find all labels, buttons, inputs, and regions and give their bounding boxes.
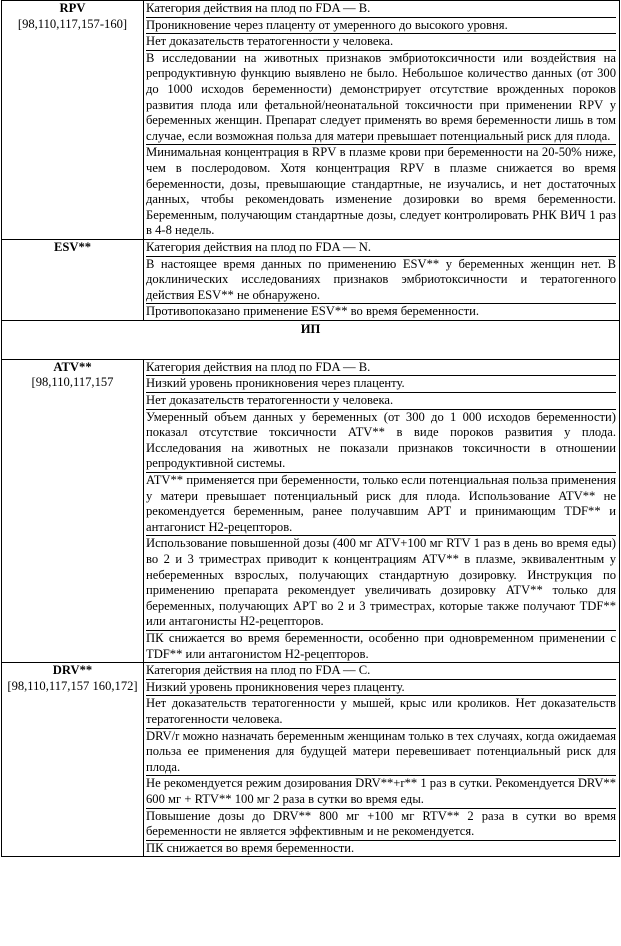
drug-name: ESV** [53, 239, 92, 254]
drug-cell [2, 663, 144, 857]
description-cell [144, 239, 620, 320]
drug-pregnancy-table [1, 0, 620, 857]
paragraph: Проникновение через плаценту от умеренного до высокого уровня. [146, 17, 616, 34]
paragraph: Категория действия на плод по FDA — N. [146, 239, 371, 254]
paragraph: ATV** применяется при беременности, только если потенциальная польза применения у матери превышает потенциальный риск для плода. Использование ATV** не рекомендуется беременным, ранее получавшим АРТ и принимающим TDF** и антагонист Н2-рецепторов. [146, 473, 616, 534]
paragraph: Минимальная концентрация в RPV в плазме крови при беременности на 20-50% ниже, чем в послеродовом. Хотя концентрация RPV в плазме снижается во время беременности, дозы, превышающие стандартные, не изучались, и нет достаточных данных, чтобы рекомендовать изменение дозировки во время беременности. Беременным, получающим стандартные дозы, следует контролировать РНК ВИЧ 1 раз в 4-8 недель. [146, 145, 616, 238]
drug-name: ATV** [53, 359, 92, 374]
paragraph: Нет доказательств тератогенности у мышей, крыс или кроликов. Нет доказательств тератогенности человека. [146, 696, 616, 726]
paragraph: ПК снижается во время беременности. [146, 840, 616, 857]
paragraph: Повышение дозы до DRV** 800 мг +100 мг RTV** 2 раза в сутки во время беременности не является эффективным и не рекомендуется. [146, 808, 616, 839]
paragraph: Нет доказательств тератогенности у человека. [146, 392, 616, 409]
drug-refs: [98,110,117,157-160] [17, 16, 128, 31]
paragraph: Нет доказательств тератогенности у человека. [146, 33, 616, 50]
paragraph: DRV/r можно назначать беременным женщинам только в тех случаях, когда ожидаемая польза ее применения для будущей матери перевешивает потенциальный риск для плода. [146, 728, 616, 774]
paragraph: Использование повышенной дозы (400 мг ATV+100 мг RTV 1 раз в день во время еды) во 2 и 3 триместрах приводит к концентрациям ATV** в плазме, эквивалентным у небеременных взрослых, получающих стандартную дозировку. Инструкция по применению препарата рекомендует увеличивать дозировку ATV** только для беременных, получающих АРТ во 2 и 3 триместрах, которые также получают TDF** или антагонисты Н2-рецепторов. [146, 536, 616, 629]
description-cell [144, 1, 620, 240]
paragraph: Категория действия на плод по FDA — B. [146, 1, 371, 15]
paragraph: Категория действия на плод по FDA — C. [146, 663, 371, 678]
paragraph: Противопоказано применение ESV** во время беременности. [146, 303, 616, 320]
paragraph: Низкий уровень проникновения через плаценту. [146, 679, 616, 696]
description-cell [144, 359, 620, 662]
table-row [2, 239, 620, 320]
drug-name: RPV [59, 1, 86, 15]
paragraph: Не рекомендуется режим дозирования DRV**+r** 1 раз в сутки. Рекомендуется DRV** 600 мг + RTV** 100 мг 2 раза в сутки во время еды. [146, 776, 617, 806]
drug-refs: [98,110,117,157 160,172] [7, 678, 138, 693]
paragraph: В настоящее время данных по применению ESV** у беременных женщин нет. В доклинических исследованиях признаков эмбриотоксичности и тератогенного действия ESV** не обнаружено. [146, 256, 616, 302]
drug-cell [2, 239, 144, 320]
description-cell [144, 663, 620, 857]
drug-refs: [98,110,117,157 [31, 375, 114, 390]
table-row [2, 1, 620, 240]
drug-cell [2, 359, 144, 662]
paragraph: Умеренный объем данных у беременных (от 300 до 1 000 исходов беременности) показал отсутствие токсичности ATV** в виде пороков развития у плода. Исследования на животных не показали признаков токсичности в отношении репродуктивной системы. [146, 409, 616, 471]
paragraph: В исследовании на животных признаков эмбриотоксичности или воздействия на репродуктивную функцию выявлено не было. Небольшое количество данных (от 300 до 1000 исходов беременности) демонстрирует отсутствие врожденных пороков развития плода или фетальной/неонатальной токсичности при применении RPV у беременных женщин. Препарат следует применять во время беременности лишь в том случае, если возможная польза для матери превышает потенциальный риск для плода. [146, 50, 616, 143]
paragraph: ПК снижается во время беременности, особенно при одновременном применении с TDF** или антагонистом Н2-рецепторов. [146, 630, 616, 661]
drug-cell [2, 1, 144, 240]
table-row [2, 359, 620, 662]
section-row [2, 320, 620, 359]
section-title: ИП [2, 320, 620, 359]
paragraph: Категория действия на плод по FDA — B. [146, 359, 371, 374]
drug-name: DRV** [52, 663, 93, 678]
paragraph: Низкий уровень проникновения через плаценту. [146, 375, 616, 392]
table-row [2, 663, 620, 857]
